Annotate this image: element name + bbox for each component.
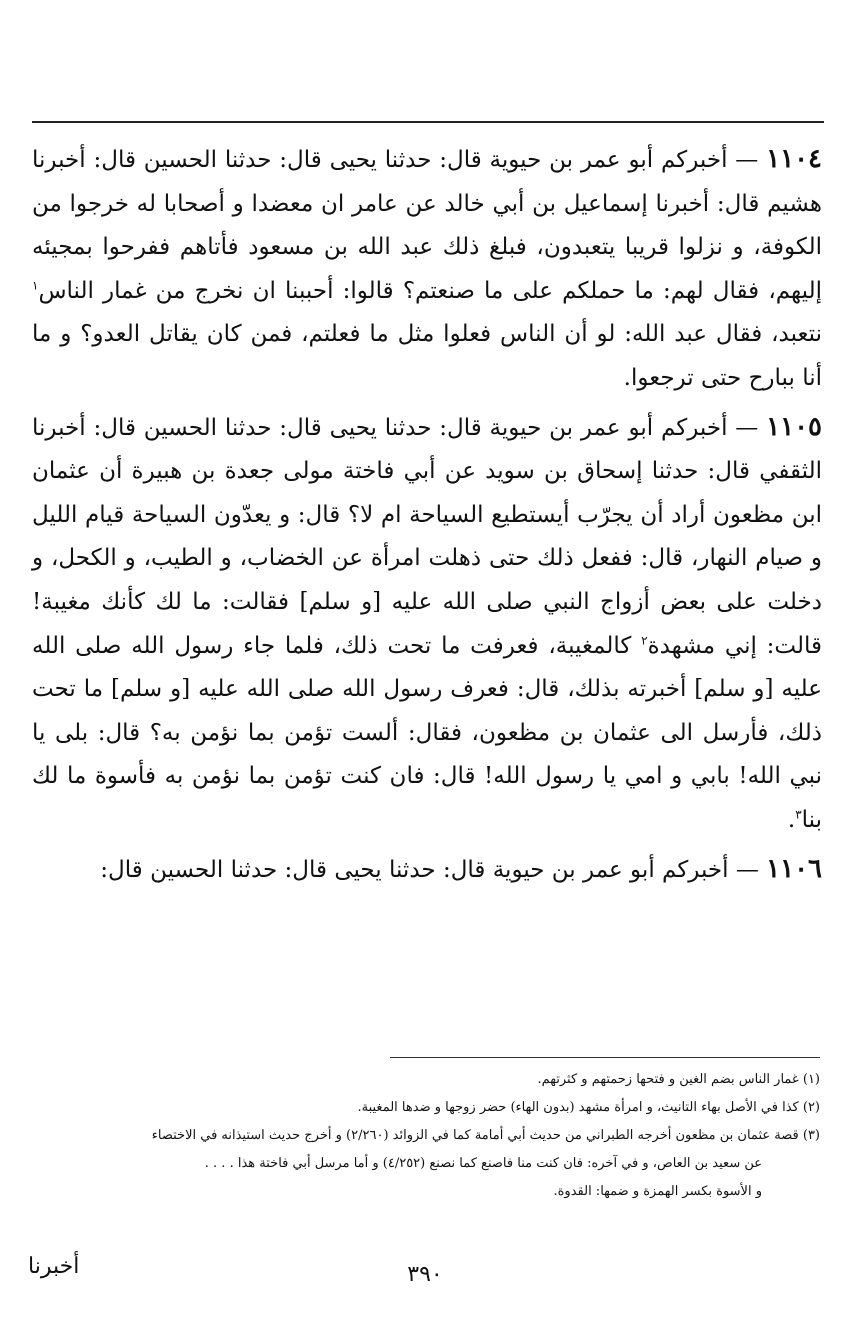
hadith-text-continued: نتعبد، فقال عبد الله: لو أن الناس فعلوا مثل ما فعلتم، فمن كان يقاتل العدو؟ و ما أنا ببارح حتى ترجعوا. <box>32 321 822 391</box>
hadith-text: — أخبركم أبو عمر بن حيوية قال: حدثنا يحيى قال: حدثنا الحسين قال: أخبرنا هشيم قال: أخبرنا إسماعيل بن أبي خالد عن عامر ان معضدا و أصحابا له خرجوا من الكوفة، و نزلوا قريبا يتعبدون، فبلغ ذلك عبد الله بن مسعود فأتاهم ففرحوا بمجيئه إليهم، فقال لهم: ما حملكم على ما صنعتم؟ قالوا: أحببنا ان نخرج من غمار الناس <box>32 147 822 304</box>
footnote-3-continued: عن سعيد بن العاص، و في آخره: فان كنت منا فاصنع كما نصنع (٤/٢٥٢) و أما مرسل أبي فاختة هذا . . . . <box>204 1156 762 1171</box>
footnote-marker: ٢ <box>641 632 648 647</box>
hadith-number: ١١٠٦ <box>766 853 822 884</box>
hadith-text: — أخبركم أبو عمر بن حيوية قال: حدثنا يحيى قال: حدثنا الحسين قال: <box>100 856 767 883</box>
page-number: ٣٩٠ <box>407 1262 443 1287</box>
footnote-1: (١) غمار الناس بضم الغين و فتحها زحمتهم و كثرتهم. <box>537 1072 820 1087</box>
footnote-3-end: و الأسوة بكسر الهمزة و ضمها: القدوة. <box>553 1184 762 1199</box>
header-rule <box>32 121 824 123</box>
catchword: أخبرنا <box>28 1254 80 1279</box>
footnote-2: (٢) كذا في الأصل بهاء التانيث، و امرأة مشهد (بدون الهاء) حضر زوجها و ضدها المغيبة. <box>357 1100 820 1115</box>
footnote-3: (٣) قصة عثمان بن مظعون أخرجه الطبراني من حديث أبي أمامة كما في الزوائد (٢/٢٦٠) و أخرج حديث استيذانه في الاختصاء <box>151 1128 820 1143</box>
hadith-text-end: . <box>787 806 796 833</box>
hadith-text: — أخبركم أبو عمر بن حيوية قال: حدثنا يحيى قال: حدثنا الحسين قال: أخبرنا الثقفي قال: حدثنا إسحاق بن سويد عن أبي فاختة مولى جعدة بن هبيرة أن عثمان ابن مظعون أراد أن يجرّب أيستطيع السياحة ام لا؟ قال: و يعدّون السياحة قيام الليل و صيام النهار، قال: ففعل ذلك حتى ذهلت امرأة عن الخضاب، و الطيب، و الكحل، و دخلت على بعض أزواج النبي صلى الله عليه [و سلم] فقالت: ما لك كأنك مغيبة! قالت: إني مشهدة <box>32 414 822 659</box>
hadith-number: ١١٠٤ <box>766 144 822 174</box>
footnote-marker: ٣ <box>795 807 802 822</box>
main-text <box>32 138 822 897</box>
hadith-1105 <box>32 406 822 843</box>
hadith-1104 <box>32 138 822 401</box>
hadith-1106 <box>32 848 822 893</box>
hadith-text-continued: كالمغيبة، فعرفت ما تحت ذلك، فلما جاء رسول الله صلى الله عليه [و سلم] أخبرته بذلك، قال: فعرف رسول الله صلى الله عليه [و سلم] ما تحت ذلك، فأرسل الى عثمان بن مظعون، فقال: ألست تؤمن بما نؤمن به؟ قال: بلى يا نبي الله! بابي و امي يا رسول الله! قال: فان كنت تؤمن بما نؤمن به فأسوة ما لك بنا <box>32 632 822 833</box>
footnote-rule <box>390 1057 820 1058</box>
footnotes <box>24 1066 820 1206</box>
hadith-number: ١١٠٥ <box>766 411 822 442</box>
footnote-marker: ١ <box>32 278 39 293</box>
